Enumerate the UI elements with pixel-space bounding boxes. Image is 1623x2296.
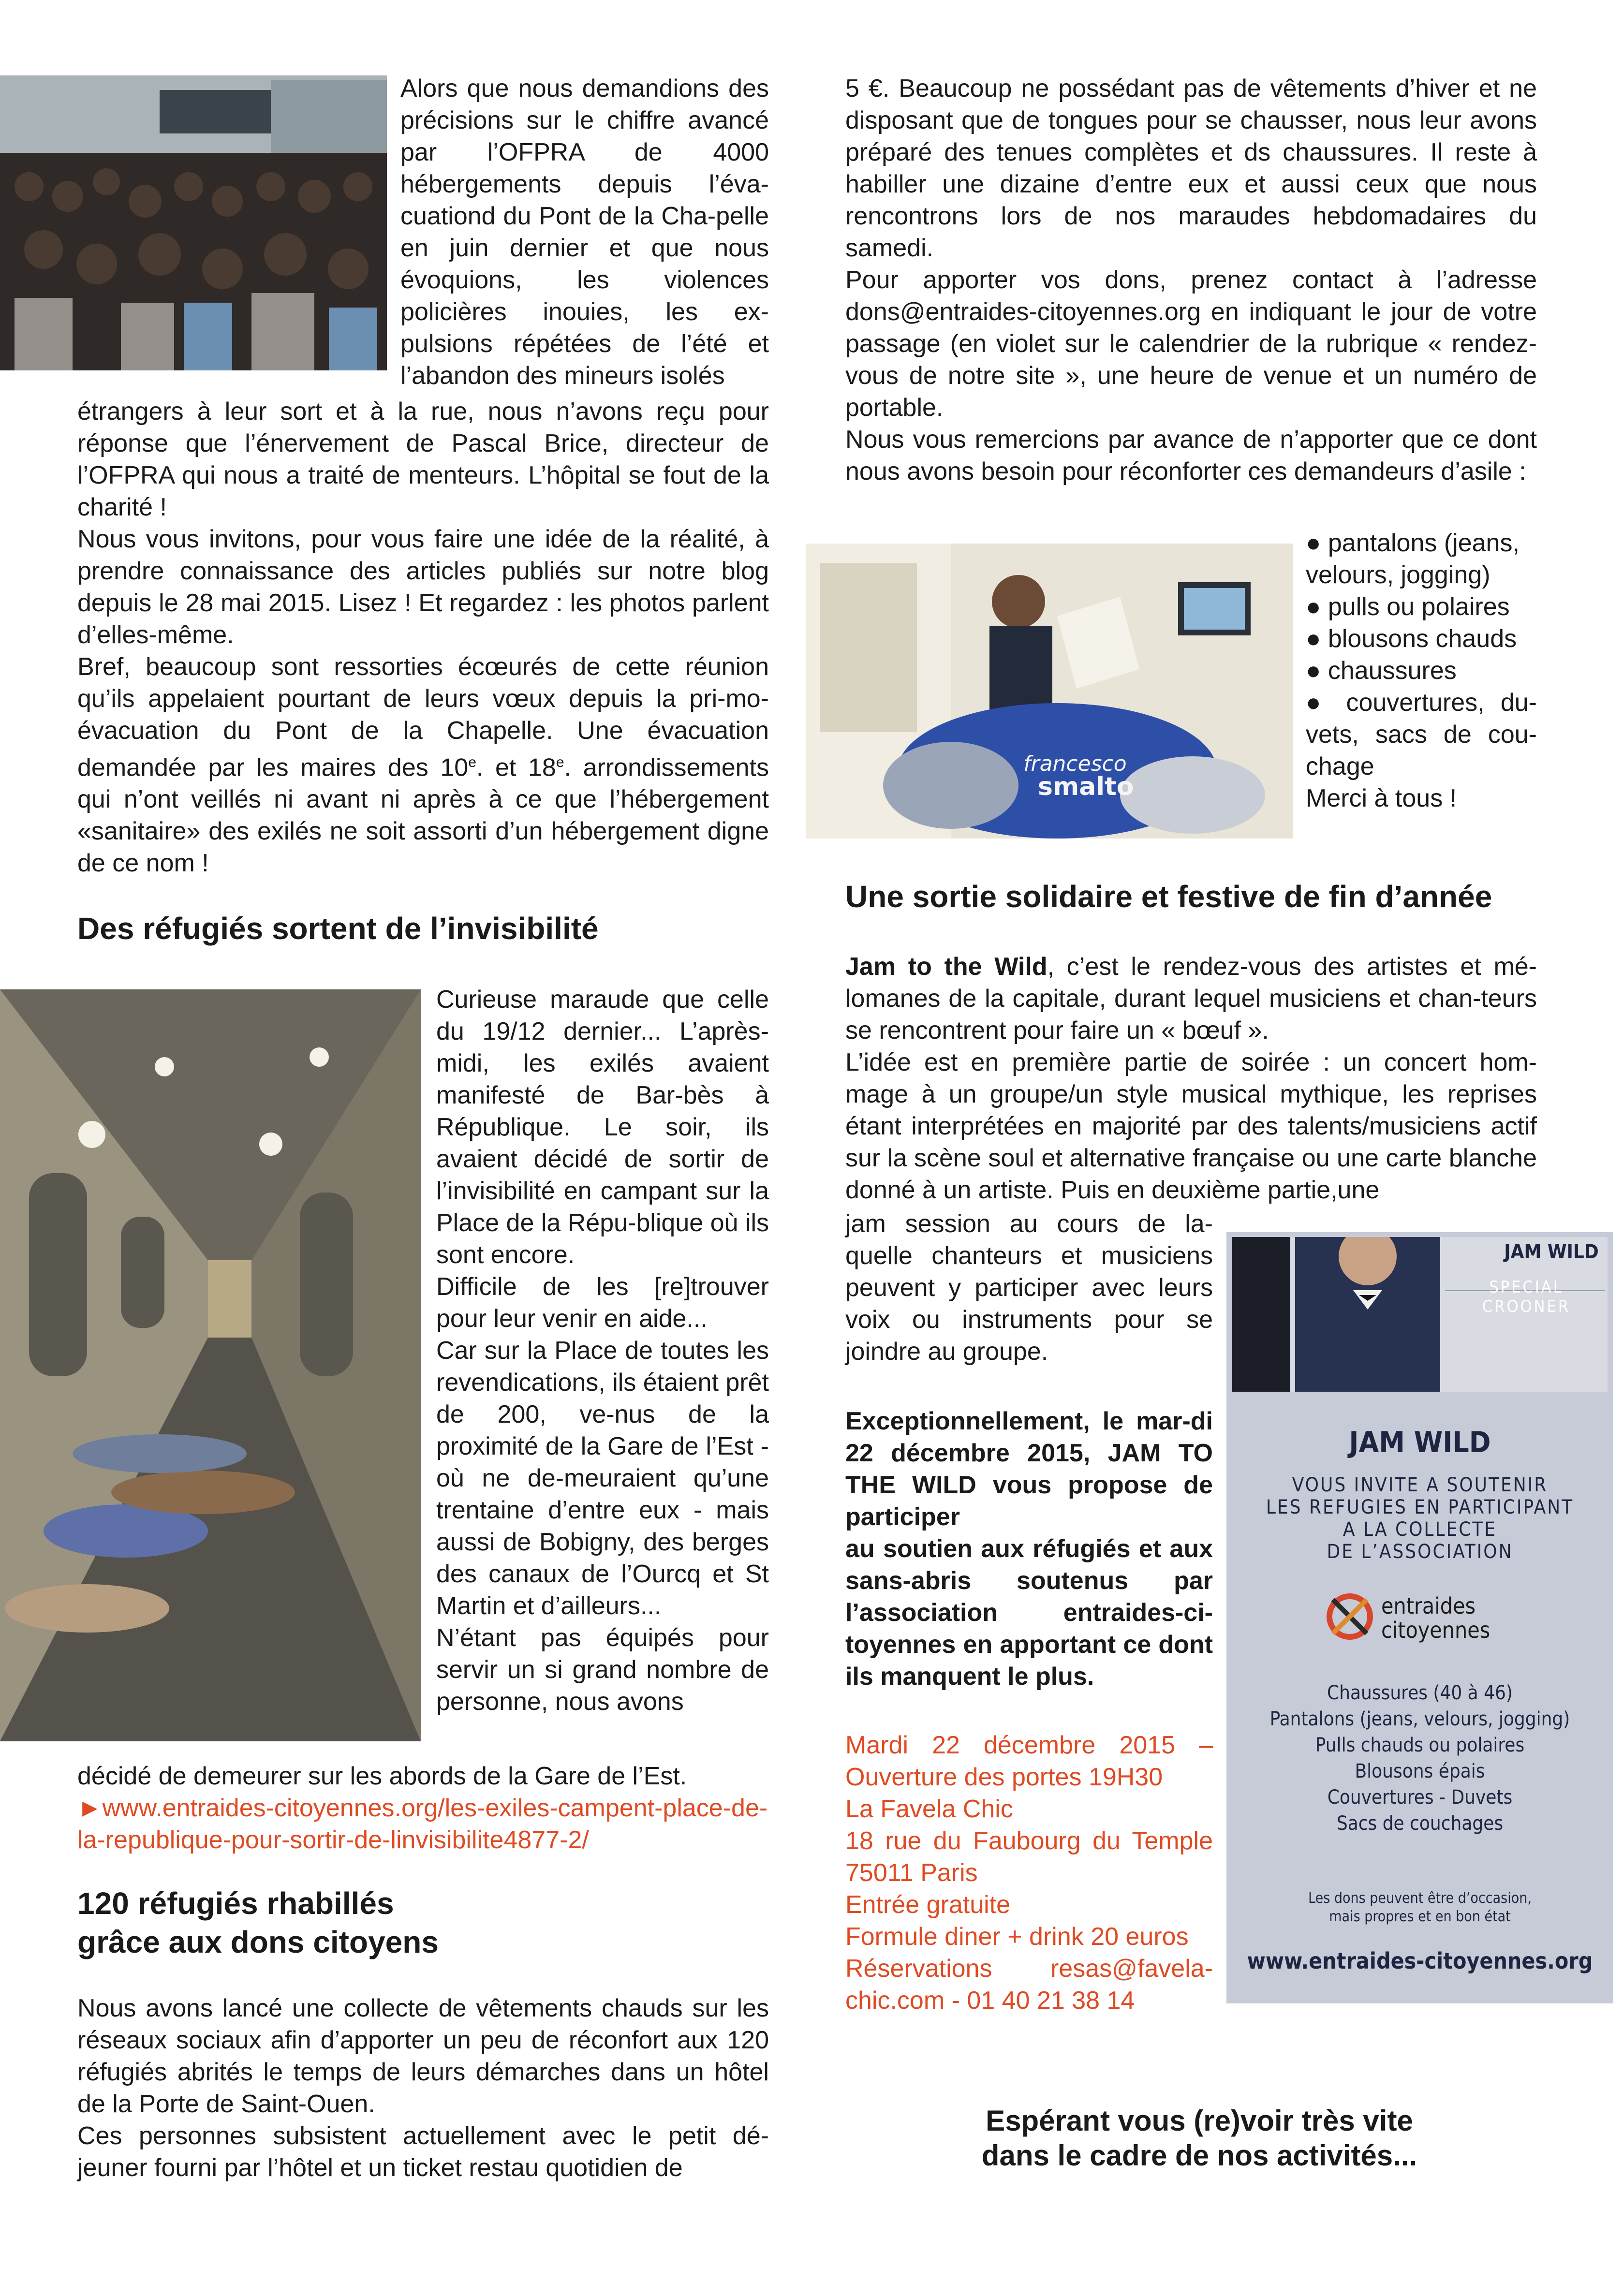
event-formula: Formule diner + drink 20 euros: [845, 1923, 1189, 1951]
event-address: 18 rue du Faubourg du Temple 75011 Paris: [845, 1827, 1213, 1887]
poster-item: Chaussures (40 à 46): [1327, 1682, 1513, 1704]
column-1-text: [77, 396, 769, 879]
poster-item: Pulls chauds ou polaires: [1315, 1734, 1525, 1756]
intro-paragraph-start: Alors que nous demandions des précisions sur le chiffre avancé par l’OFPRA de 4000 hébergements depuis l’éva-cuationd du Pont de la Cha-pelle en juin dernier et que nous évoquions, les violences policières inouies, les ex-pulsions répétées de l’été et l’abandon des mineurs isolés: [400, 74, 769, 390]
dons-paragraph: Pour apporter vos dons, prenez contact à l’adresse dons@entraides-citoyennes.org en indiquant le jour de votre passage (en violet sur le calendrier de la rubrique « rendez-vous de notre site », une heure de venue et un numéro de portable.: [845, 266, 1537, 422]
needed-item: ● pantalons (jeans, velours, jogging): [1306, 529, 1520, 589]
invisibility-end-text: [77, 1760, 769, 1856]
closing-message: [822, 2104, 1577, 2173]
exceptional-paragraph: Exceptionnellement, le mar-di 22 décembre 2015, JAM TO THE WILD vous propose de participer: [845, 1407, 1213, 1531]
poster-invite-line: A LA COLLECTE: [1343, 1518, 1497, 1541]
tunnel-photo: [0, 989, 421, 1741]
needed-item: ● pulls ou polaires: [1306, 593, 1510, 621]
jam-text: [845, 951, 1537, 1206]
article-link-text[interactable]: ►www.entraides-citoyennes.org/les-exiles-campent-place-de-la-republique-pour-sortir-de-linvisibilite4877-2/: [77, 1794, 768, 1854]
entraides-logo: [1323, 1590, 1517, 1648]
jam-paragraph: Jam to the Wild, c’est le rendez-vous des artistes et mé-lomanes de la capitale, durant lequel musiciens et chan-teurs se rencontrent pour faire un « bœuf ».: [845, 953, 1537, 1045]
help-paragraph: Difficile de les [re]trouver pour leur venir en aide...: [436, 1273, 769, 1333]
gare-de-l-est-line: décidé de demeurer sur les abords de la Gare de l’Est.: [77, 1762, 687, 1790]
thanks-advance-paragraph: Nous vous remercions par avance de n’apporter que ce dont nous avons besoin pour réconforter ces demandeurs d’asile :: [845, 426, 1537, 486]
meeting-paragraph: Bref, beaucoup sont ressorties écœurés de cette réunion qu’ils appelaient pourtant de leurs vœux depuis la pri-mo-évacuation du Pont de la Chapelle. Une évacuation demandée par les maires des 10e. et 18e. arrondissements qui n’ont veillés ni avant ni après à ce que l’hébergement «sanitaire» des exilés ne soit assorti d’un hébergement digne de ce nom !: [77, 653, 769, 878]
poster-invite-line: DE L’ASSOCIATION: [1327, 1541, 1513, 1563]
needed-item: ● blousons chauds: [1306, 625, 1517, 653]
exceptional-text: [845, 1405, 1213, 1693]
logo-citoyennes: citoyennes: [1381, 1617, 1490, 1643]
intro-wrapped-text: [400, 73, 769, 392]
poster-item: Blousons épais: [1355, 1760, 1485, 1782]
poster-invite-line: VOUS INVITE A SOUTENIR: [1292, 1474, 1548, 1496]
poster-brand: JAM WILD: [1349, 1426, 1491, 1459]
maraude-paragraph: Curieuse maraude que celle du 19/12 dernier... L’après-midi, les exilés avaient manifesté de Bar-bès à République. Le soir, ils avaient décidé de sortir de l’invisibilité en campant sur la Place de la Répu-blique où ils sont encore.: [436, 986, 769, 1269]
needed-items-list: [1306, 527, 1537, 814]
poster-special-crooner: SPECIAL CROONER: [1482, 1278, 1571, 1316]
poster-item: Pantalons (jeans, velours, jogging): [1269, 1708, 1570, 1730]
poster-item: Couvertures - Duvets: [1327, 1786, 1513, 1809]
svg-text:francesco: francesco: [1023, 751, 1127, 776]
crowd-photo: [0, 75, 387, 370]
revendications-paragraph: Car sur la Place de toutes les revendications, ils étaient prêt de 200, ve-nus de la proximité de la Gare de l’Est - où ne de-meuraient qu’une trentaine d’entre eux - mais aussi de Bobigny, des berges des canaux de l’Ourcq et St Martin et d’ailleurs...: [436, 1337, 769, 1620]
heading-rhabilles: 120 réfugiés rhabillés grâce aux dons citoyens: [77, 1886, 439, 1959]
blog-paragraph: Nous vous invitons, pour vous faire une idée de la réalité, à prendre connaissance des articles publiés sur notre blog depuis le 28 mai 2015. Lisez ! Et regardez : les photos parlent d’elles-même.: [77, 525, 769, 649]
thanks-line: Merci à tous !: [1306, 784, 1457, 812]
needed-item: ● chaussures: [1306, 657, 1457, 685]
poster-note: Les dons peuvent être d’occasion,: [1308, 1890, 1532, 1907]
invisibility-wrapped-text: [436, 984, 769, 1718]
equipment-paragraph: N’étant pas équipés pour servir un si grand nombre de personne, nous avons: [436, 1624, 769, 1716]
jam-session-paragraph: jam session au cours de la-quelle chanteurs et musiciens peuvent y participer avec leurs voix ou instruments pour se joindre au groupe.: [845, 1210, 1213, 1366]
collecte-paragraph: Nous avons lancé une collecte de vêtements chauds sur les réseaux sociaux afin d’apporter un peu de réconfort aux 120 réfugiés abrités le temps de leurs démarches dans un hôtel de la Porte de Saint-Ouen.: [77, 1994, 769, 2118]
jam-poster: [1226, 1232, 1613, 2003]
svg-text:smalto: smalto: [1038, 772, 1134, 801]
closing-line-2: dans le cadre de nos activités...: [981, 2139, 1417, 2172]
ticket-paragraph: Ces personnes subsistent actuellement avec le petit dé-jeuner fourni par l’hôtel et un ticket restau quotidien de: [77, 2122, 769, 2182]
closing-line-1: Espérant vous (re)voir très vite: [986, 2105, 1413, 2137]
poster-url[interactable]: www.entraides-citoyennes.org: [1247, 1948, 1593, 1974]
collecte-text: [77, 1992, 769, 2184]
event-date: Mardi 22 décembre 2015 – Ouverture des portes 19H30: [845, 1731, 1213, 1791]
support-paragraph: au soutien aux réfugiés et aux sans-abris soutenus par l’association entraides-ci-toyennes en apportant ce dont ils manquent le plus.: [845, 1535, 1213, 1691]
poster-note: mais propres et en bon état: [1329, 1908, 1511, 1925]
jam-wrapped-text: [845, 1208, 1213, 1368]
event-entry: Entrée gratuite: [845, 1891, 1011, 1919]
column-2-top-text: [845, 73, 1537, 487]
poster-item: Sacs de couchages: [1336, 1812, 1504, 1835]
logo-entraides: entraides: [1381, 1593, 1476, 1619]
entraides-logo-icon: [1323, 1590, 1376, 1643]
poster-invite-line: LES REFUGIES EN PARTICIPANT: [1266, 1496, 1574, 1518]
event-reservations: Réservations resas@favela-chic.com - 01 40 21 38 14: [845, 1955, 1213, 2015]
poster-photo: [1232, 1237, 1608, 1392]
idea-paragraph: L’idée est en première partie de soirée : un concert hom-mage à un groupe/un style musical mythique, les reprises étant interprétées en majorité par des talents/musiciens actif sur la scène soul et alternative française ou une carte blanche donné à un artiste. Puis en deuxième partie,une: [845, 1048, 1537, 1204]
poster-brand-top: JAM WILD: [1504, 1241, 1599, 1263]
article-link[interactable]: [77, 1792, 769, 1856]
clothes-paragraph: 5 €. Beaucoup ne possédant pas de vêtements d’hiver et ne disposant que de tongues pour se chausser, nous leur avons préparé des tenues complètes et ds chaussures. Il reste à habiller une dizaine d’entre eux et aussi ceux que nous rencontrons lors de nos maraudes hebdomadaires du samedi.: [845, 74, 1537, 262]
heading-invisibility: Des réfugiés sortent de l’invisibilité: [77, 911, 599, 946]
heading-sortie: Une sortie solidaire et festive de fin d’année: [845, 879, 1492, 914]
event-venue: La Favela Chic: [845, 1795, 1013, 1823]
donations-photo: [806, 544, 1293, 839]
intro-paragraph-end: étrangers à leur sort et à la rue, nous n’avons reçu pour réponse que l’énervement de Pascal Brice, directeur de l’OFPRA qui nous a traité de menteurs. L’hôpital se fout de la charité !: [77, 397, 769, 521]
needed-item: ● couvertures, du-vets, sacs de cou-chage: [1306, 689, 1537, 780]
event-details: [845, 1729, 1213, 2016]
